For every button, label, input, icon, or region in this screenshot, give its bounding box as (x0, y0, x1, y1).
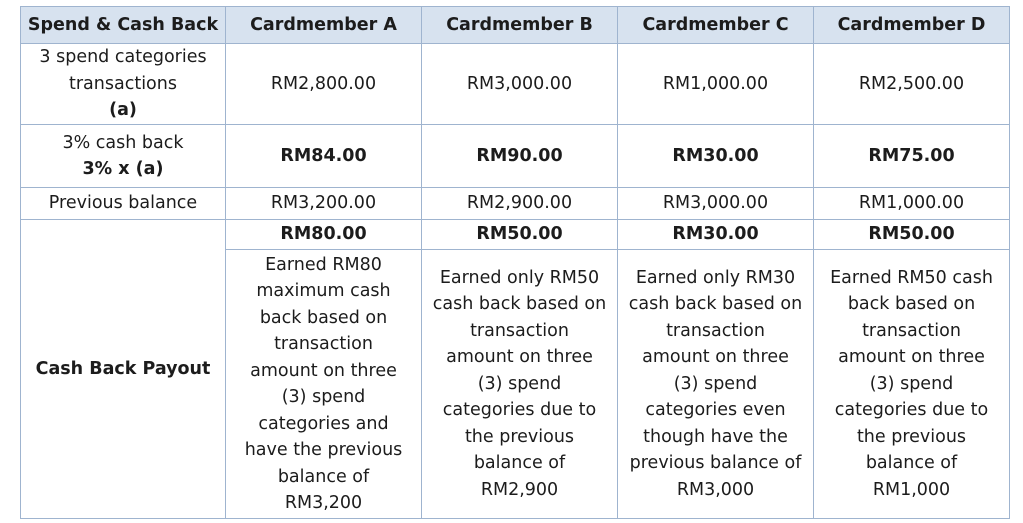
note-c-line-7: though have the (643, 426, 788, 447)
note-a-line-9: balance of (277, 466, 370, 487)
note-b-line-6: categories due to (442, 400, 597, 421)
note-d-line-3: transaction (862, 320, 961, 341)
header-spend-cash-back: Spend & Cash Back (21, 7, 226, 44)
note-c-line-2: cash back based on (628, 294, 803, 315)
note-b-line-5: (3) spend (477, 373, 562, 394)
note-b-line-3: transaction (470, 320, 569, 341)
note-a-line-6: (3) spend (281, 387, 366, 407)
spend-value-d: RM2,500.00 (814, 44, 1010, 125)
spend-label-line1: 3 spend categories (39, 47, 207, 68)
note-b-line-7: the previous (464, 426, 575, 447)
note-a-line-7: categories and (258, 413, 389, 434)
note-a-line-5: amount on three (250, 360, 397, 381)
previous-balance-a: RM3,200.00 (226, 188, 422, 220)
previous-balance-b: RM2,900.00 (422, 188, 618, 220)
cash-back-rate-label (21, 125, 226, 188)
note-c-line-8: previous balance of (629, 453, 802, 474)
note-b-line-1: Earned only RM50 (439, 267, 600, 288)
note-c-line-4: amount on three (642, 347, 789, 368)
payout-amount-d: RM50.00 (814, 220, 1010, 250)
cash-back-label-line2: 3% x (a) (82, 159, 164, 179)
cash-back-label-line1: 3% cash back (62, 132, 184, 153)
spend-value-a: RM2,800.00 (226, 44, 422, 125)
spend-value-b: RM3,000.00 (422, 44, 618, 125)
note-c-line-9: RM3,000 (676, 479, 755, 500)
note-c-line-5: (3) spend (673, 373, 758, 394)
note-a-line-1: Earned RM80 (265, 254, 382, 275)
note-a-line-10: RM3,200 (284, 493, 363, 513)
note-d-line-6: categories due to (834, 400, 989, 421)
note-c-line-1: Earned only RM30 (635, 267, 796, 288)
header-cardmember-b: Cardmember B (422, 7, 618, 44)
cash-back-value-c: RM30.00 (618, 125, 814, 188)
row-cash-back-rate (21, 125, 1010, 188)
header-row (21, 7, 1010, 44)
note-d-line-1: Earned RM50 cash (830, 267, 993, 288)
spend-value-c: RM1,000.00 (618, 44, 814, 125)
previous-balance-c: RM3,000.00 (618, 188, 814, 220)
cash-back-value-b: RM90.00 (422, 125, 618, 188)
row-spend-transactions (21, 44, 1010, 125)
header-cardmember-c: Cardmember C (618, 7, 814, 44)
payout-note-c (618, 250, 814, 519)
previous-balance-label: Previous balance (21, 188, 226, 220)
note-b-line-4: amount on three (446, 347, 593, 368)
payout-note-a (226, 250, 422, 519)
cash-back-value-d: RM75.00 (814, 125, 1010, 188)
note-d-line-9: RM1,000 (872, 479, 951, 500)
spend-label-line2: transactions (69, 73, 177, 94)
note-a-line-2: maximum cash (256, 281, 391, 301)
spend-label-line3: (a) (109, 100, 137, 121)
header-cardmember-d: Cardmember D (814, 7, 1010, 44)
note-b-line-2: cash back based on (432, 294, 607, 315)
previous-balance-d: RM1,000.00 (814, 188, 1010, 220)
cash-back-payout-label: Cash Back Payout (21, 220, 226, 519)
spend-transactions-label (21, 44, 226, 125)
payout-note-d (814, 250, 1010, 519)
note-d-line-4: amount on three (838, 347, 985, 368)
payout-amount-b: RM50.00 (422, 220, 618, 250)
note-a-line-8: have the previous (244, 440, 403, 460)
note-d-line-2: back based on (847, 294, 976, 315)
cash-back-value-a: RM84.00 (226, 125, 422, 188)
note-d-line-5: (3) spend (869, 373, 954, 394)
row-payout-amount (21, 220, 1010, 250)
payout-note-b (422, 250, 618, 519)
note-a-line-3: back based on (259, 307, 388, 328)
note-c-line-3: transaction (666, 320, 765, 341)
header-cardmember-a: Cardmember A (226, 7, 422, 44)
payout-amount-c: RM30.00 (618, 220, 814, 250)
note-d-line-7: the previous (856, 426, 967, 447)
note-d-line-8: balance of (865, 453, 958, 474)
note-b-line-8: balance of (473, 453, 566, 474)
note-b-line-9: RM2,900 (480, 479, 559, 500)
note-a-line-4: transaction (274, 334, 373, 354)
note-c-line-6: categories even (645, 400, 786, 421)
row-previous-balance (21, 188, 1010, 220)
cash-back-comparison-table (20, 6, 1010, 519)
payout-amount-a: RM80.00 (226, 220, 422, 250)
